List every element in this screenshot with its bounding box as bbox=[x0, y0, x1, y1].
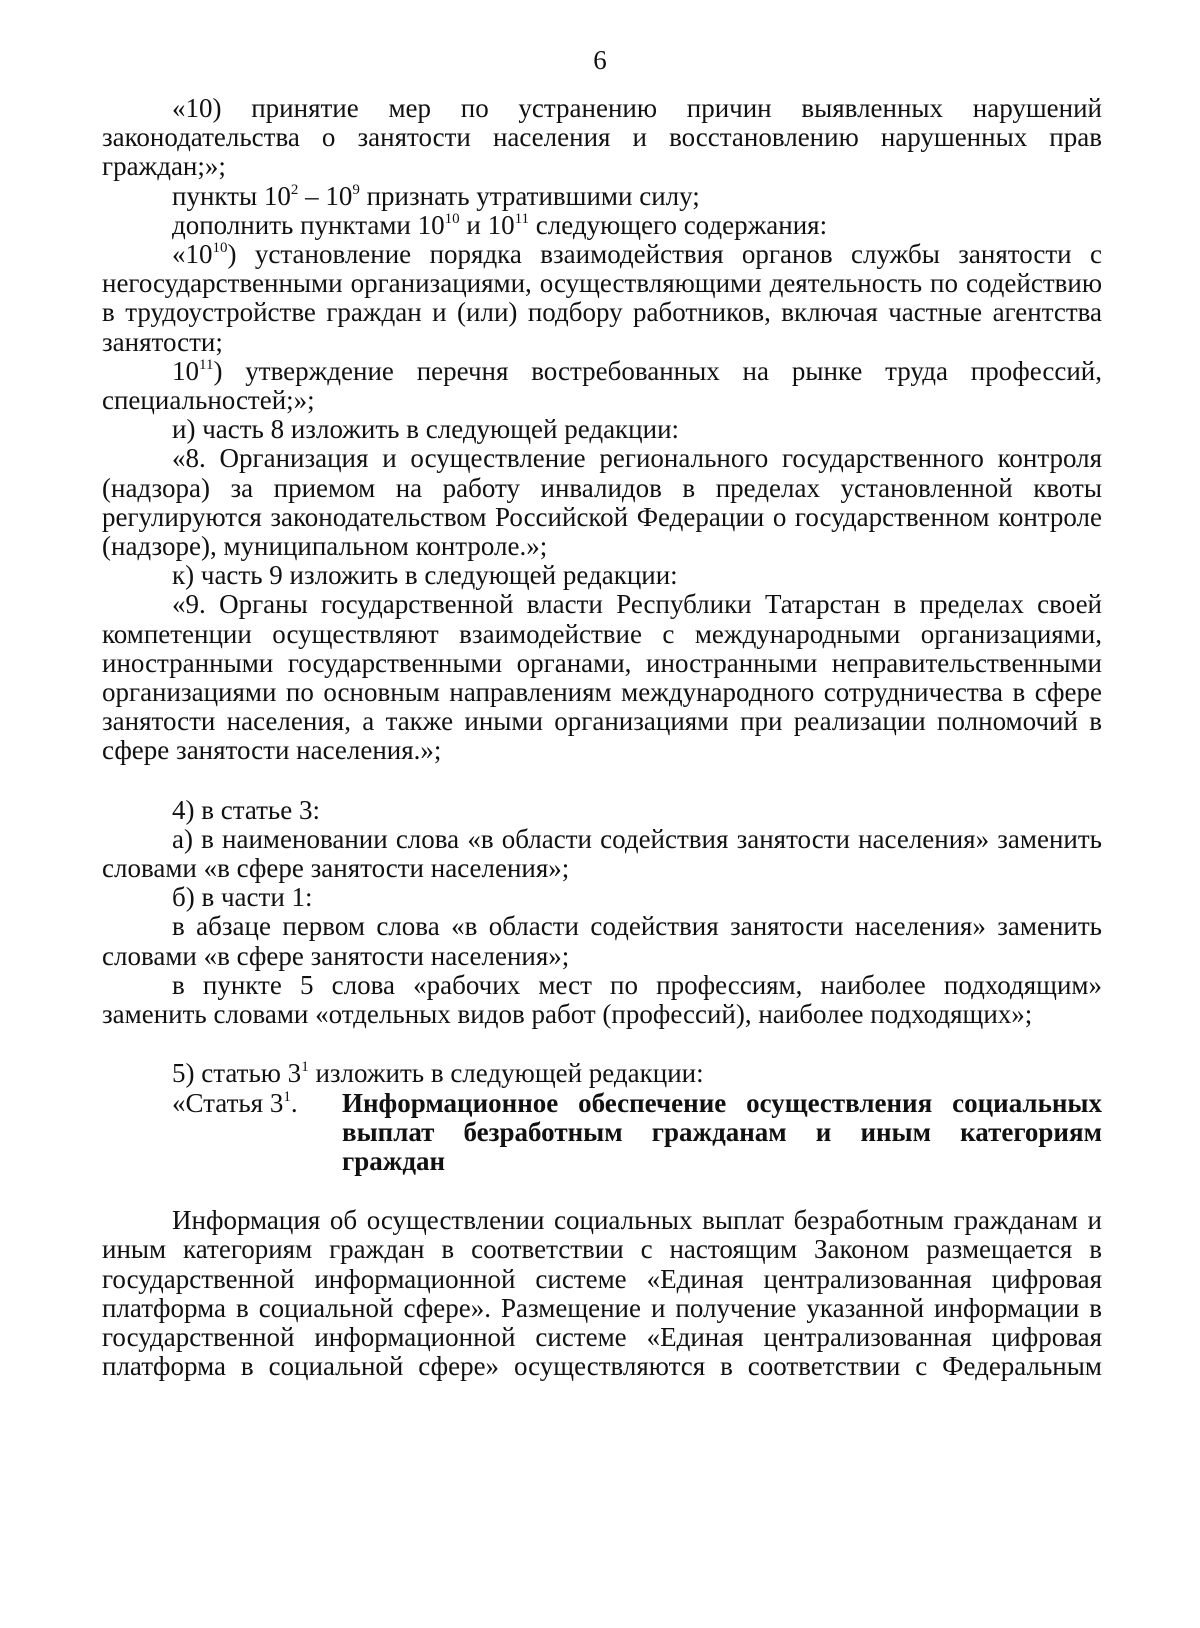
section-article-text bbox=[102, 1206, 1102, 1381]
article-label-dot: . bbox=[290, 1087, 298, 1118]
text-run: 5) статью 3 bbox=[172, 1058, 302, 1089]
paragraph bbox=[102, 182, 1102, 211]
spacer bbox=[102, 1176, 1102, 1206]
article-label bbox=[102, 1089, 342, 1118]
spacer bbox=[102, 766, 1102, 796]
text-run: «10 bbox=[172, 239, 213, 270]
text-run: признать утратившими силу; bbox=[359, 180, 700, 211]
paragraph: 4) в статье 3: bbox=[172, 794, 320, 825]
text-run: и 10 bbox=[459, 209, 515, 240]
text-run: пункты 10 bbox=[172, 180, 291, 211]
paragraph bbox=[102, 211, 1102, 240]
paragraph: Информация об осуществлении социальных выплат безработным гражданам и иным категориям граждан в соответствии с настоящим Законом размещается в государственной информационной системе «Единая централизованная цифровая платформа в социальной сфере». Размещение и получение указанной информации в государственной информационной системе «Единая централизованная цифровая платформа в социальной сфере» осуществляются в соответствии с Федеральным bbox=[102, 1205, 1102, 1382]
paragraph: а) в наименовании слова «в области содействия занятости населения» заменить словами «в сфере занятости населения»; bbox=[102, 823, 1102, 884]
paragraph: «8. Организация и осуществление регионального государственного контроля (надзора) за приемом на работу инвалидов в пределах установленной квоты регулируются законодательством Российской Федерации о государственном контроле (надзоре), муниципальном контроле.»; bbox=[102, 443, 1102, 562]
spacer bbox=[102, 1029, 1102, 1059]
section-amendments-article-2 bbox=[102, 94, 1102, 766]
paragraph: б) в части 1: bbox=[172, 882, 313, 913]
section-article-3 bbox=[102, 796, 1102, 1030]
superscript: 10 bbox=[444, 210, 460, 227]
text-run: ) установление порядка взаимодействия органов службы занятости с негосударственными организациями, осуществляющими деятельность по содействию в трудоустройстве граждан и (или) подбору работников, включая частные агентства занятости; bbox=[102, 239, 1102, 357]
article-title-line: Информационное обеспечение осуществления социальных bbox=[342, 1087, 1102, 1118]
article-label-text: «Статья 3 bbox=[172, 1087, 284, 1118]
superscript: 11 bbox=[514, 210, 530, 227]
text-run: следующего содержания: bbox=[529, 209, 828, 240]
article-title bbox=[342, 1089, 1102, 1177]
text-run: дополнить пунктами 10 bbox=[172, 209, 445, 240]
section-article-3-1 bbox=[102, 1059, 1102, 1088]
superscript: 2 bbox=[290, 181, 299, 198]
paragraph: в пункте 5 слова «рабочих мест по профессиям, наиболее подходящим» заменить словами «отдельных видов работ (профессий), наиболее подходящих»; bbox=[102, 969, 1102, 1030]
text-run: изложить в следующей редакции: bbox=[308, 1058, 704, 1089]
page-number: 6 bbox=[593, 45, 607, 75]
paragraph bbox=[102, 1059, 1102, 1088]
article-title-line: выплат безработным гражданам и иным категориям bbox=[342, 1116, 1102, 1147]
paragraph bbox=[102, 357, 1102, 415]
text-run: – 10 bbox=[298, 180, 353, 211]
article-heading bbox=[102, 1089, 1102, 1177]
paragraph: «10) принятие мер по устранению причин выявленных нарушений законодательства о занятости населения и восстановлению нарушенных прав граждан;»; bbox=[102, 93, 1102, 182]
paragraph: и) часть 8 изложить в следующей редакции: bbox=[172, 414, 680, 445]
superscript: 9 bbox=[352, 181, 360, 198]
superscript: 1 bbox=[283, 1088, 291, 1105]
article-title-line: граждан bbox=[342, 1145, 446, 1176]
paragraph: к) часть 9 изложить в следующей редакции: bbox=[172, 560, 678, 591]
paragraph bbox=[102, 240, 1102, 357]
paragraph: в абзаце первом слова «в области содействия занятости населения» заменить словами «в сфере занятости населения»; bbox=[102, 911, 1102, 971]
superscript: 11 bbox=[199, 356, 214, 373]
text-run: 10 bbox=[172, 355, 199, 386]
paragraph: «9. Органы государственной власти Республики Татарстан в пределах своей компетенции осуществляют взаимодействие с международными организациями, иностранными государственными органами, иностранными неправительственными организациями по основным направлениям международного сотрудничества в сфере занятости населения, а также иными организациями при реализации полномочий в сфере занятости населения.»; bbox=[102, 589, 1102, 766]
superscript: 1 bbox=[301, 1059, 309, 1076]
document-body bbox=[102, 94, 1102, 1381]
superscript: 10 bbox=[212, 240, 228, 257]
text-run: ) утверждение перечня востребованных на рынке труда профессий, специальностей;»; bbox=[102, 355, 1102, 416]
